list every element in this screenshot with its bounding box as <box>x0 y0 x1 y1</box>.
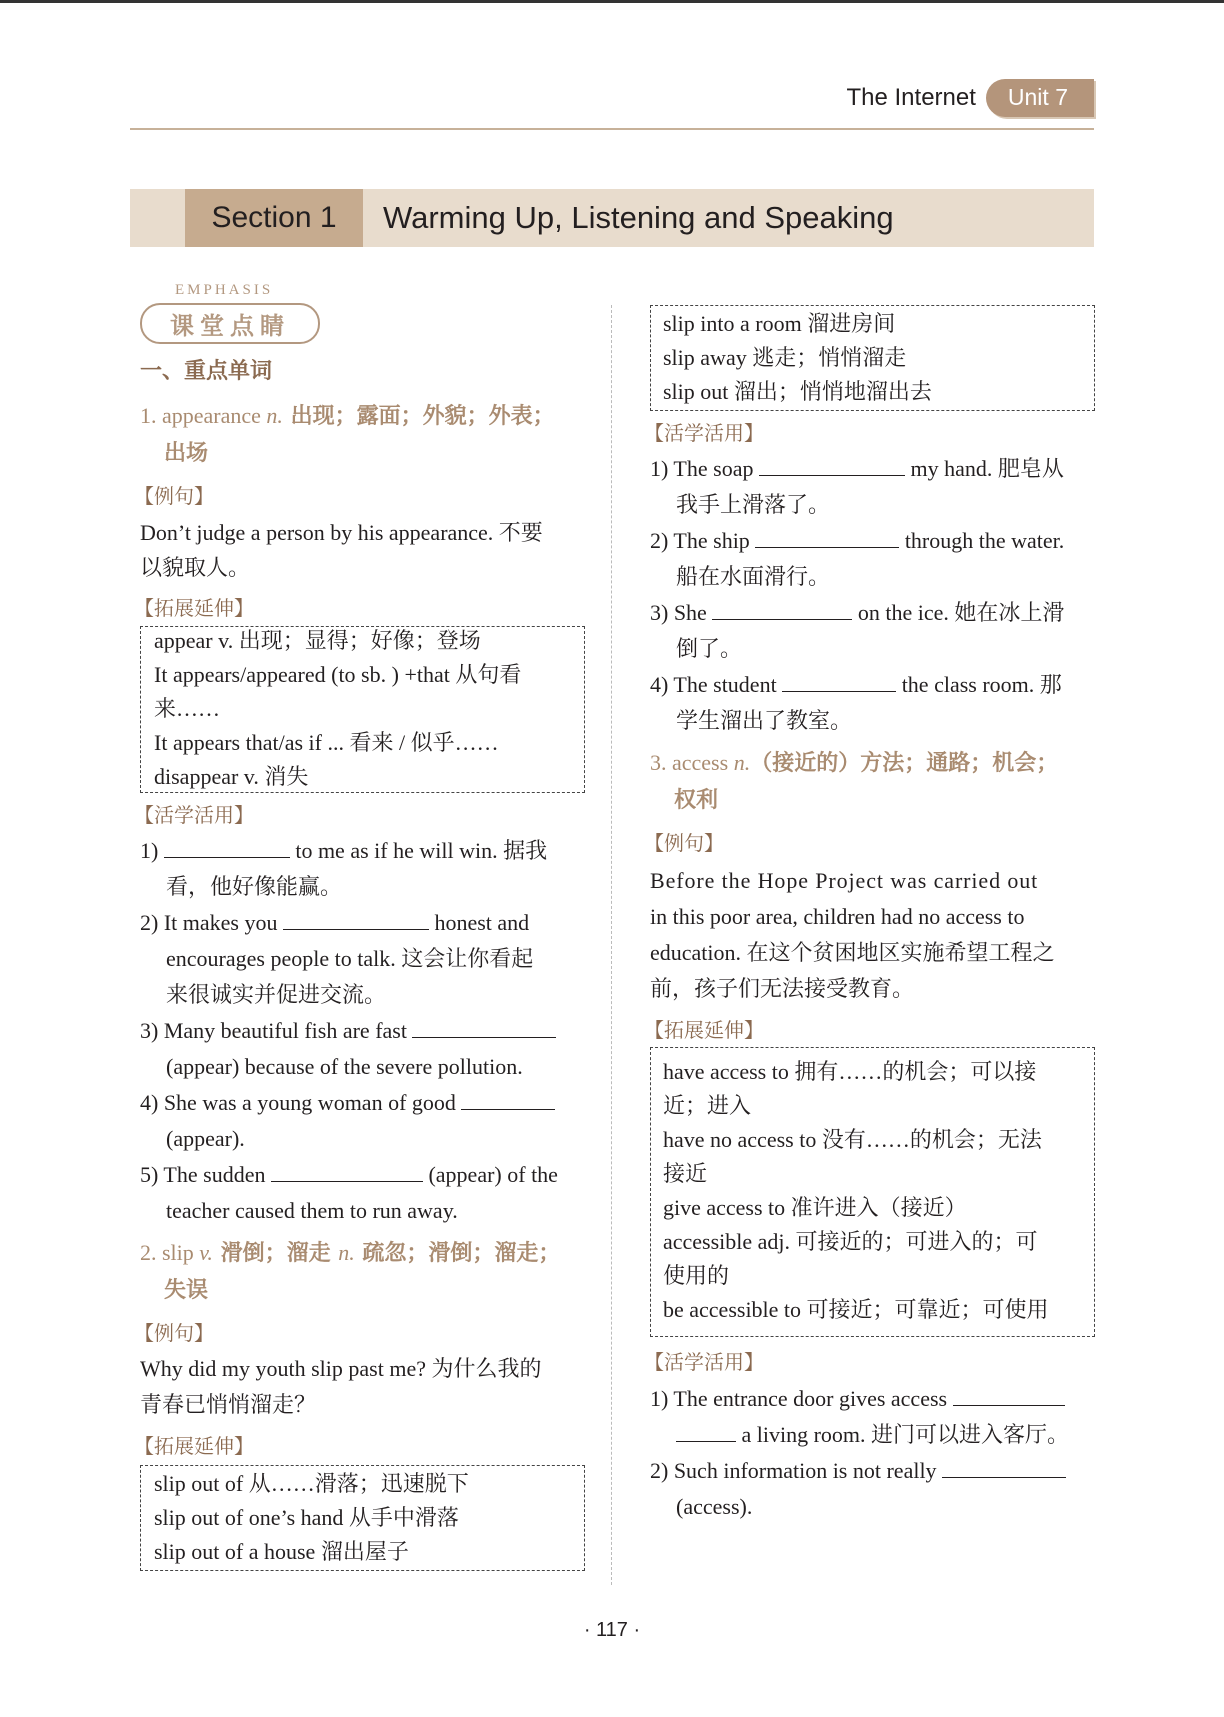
answer-blank[interactable] <box>283 907 429 930</box>
word1-extend-line: disappear v. 消失 <box>154 764 309 789</box>
word1-extend-line: appear v. 出现；显得；好像；登场 <box>154 628 481 653</box>
word1-example-tag: 【例句】 <box>134 484 214 508</box>
word3-practice-line: 2) Such information is not really <box>650 1454 1066 1488</box>
word3-practice-tag: 【活学活用】 <box>644 1350 764 1374</box>
word3-extend-line: have access to 拥有……的机会；可以接 <box>663 1059 1037 1084</box>
word2-practice-line: 1) The soap my hand. 肥皂从 <box>650 452 1064 486</box>
word3-example-line: education. 在这个贫困地区实施希望工程之 <box>650 940 1055 965</box>
answer-blank[interactable] <box>953 1383 1065 1406</box>
word1-practice-line: 4) She was a young woman of good <box>140 1086 555 1120</box>
part-heading: 一、重点单词 <box>140 359 273 384</box>
word2-example-line1: Why did my youth slip past me? 为什么我的 <box>140 1356 542 1381</box>
word1-practice-line: 来很诚实并促进交流。 <box>166 982 387 1007</box>
word3-example-line: Before the Hope Project was carried out <box>650 868 1039 893</box>
word3-extend-line: accessible adj. 可接近的；可进入的；可 <box>663 1229 1038 1254</box>
word3-extend-line: 使用的 <box>663 1263 730 1288</box>
word2-practice-line: 我手上滑落了。 <box>676 492 831 517</box>
column-divider <box>611 305 612 1585</box>
word1-practice-tag: 【活学活用】 <box>134 803 254 827</box>
word2-extend-line: slip into a room 溜进房间 <box>663 311 896 336</box>
word3-example-tag: 【例句】 <box>644 831 724 855</box>
word3-practice-line: a living room. 进门可以进入客厅。 <box>676 1418 1069 1452</box>
word3-extend-line: 接近 <box>663 1161 708 1186</box>
word1-practice-line: 1) to me as if he will win. 据我 <box>140 834 547 868</box>
answer-blank[interactable] <box>942 1455 1066 1478</box>
word2-example-line2: 青春已悄悄溜走？ <box>140 1392 317 1417</box>
word1-extend-line: It appears/appeared (to sb. ) +that 从句看 <box>154 662 522 687</box>
word3-example-line: 前，孩子们无法接受教育。 <box>650 976 915 1001</box>
word1-extend-tag: 【拓展延伸】 <box>134 596 254 620</box>
word3-practice-line: 1) The entrance door gives access <box>650 1382 1065 1416</box>
answer-blank[interactable] <box>676 1419 736 1442</box>
word3-extend-tag: 【拓展延伸】 <box>644 1018 764 1042</box>
word1-term: 1. appearance <box>140 403 267 428</box>
word1-meaning-cont: 出场 <box>164 441 209 466</box>
answer-blank[interactable] <box>164 835 290 858</box>
word2-extend-line: slip out of 从……滑落；迅速脱下 <box>154 1471 469 1496</box>
word2-practice-line: 4) The student the class room. 那 <box>650 668 1062 702</box>
answer-blank[interactable] <box>271 1159 423 1182</box>
word3-practice-line: (access). <box>676 1494 753 1519</box>
word1-extend-line: 来…… <box>154 696 221 721</box>
word1-practice-line: (appear). <box>166 1126 245 1151</box>
word2-practice-line: 船在水面滑行。 <box>676 564 831 589</box>
word2-practice-line: 学生溜出了教室。 <box>676 708 853 733</box>
word3-heading: 3. access n.（接近的）方法；通路；机会； <box>650 750 1059 776</box>
word1-pos: n. <box>266 403 283 428</box>
word1-practice-line: teacher caused them to run away. <box>166 1198 458 1223</box>
word2-practice-line: 倒了。 <box>676 636 743 661</box>
word2-heading-cont: 失误 <box>164 1278 209 1303</box>
word2-extend-line: slip out of a house 溜出屋子 <box>154 1539 409 1564</box>
word1-heading <box>140 399 555 434</box>
word1-practice-line: 5) The sudden (appear) of the <box>140 1158 558 1192</box>
word3-example-line: in this poor area, children had no access to <box>650 904 1025 929</box>
section-number: Section 1 <box>185 189 363 247</box>
answer-blank[interactable] <box>461 1087 555 1110</box>
word3-heading-cont: 权利 <box>674 788 719 813</box>
word2-practice-tag: 【活学活用】 <box>644 421 764 445</box>
section-title: Warming Up, Listening and Speaking <box>383 200 894 235</box>
word1-meaning: 出现；露面；外貌；外表； <box>282 404 555 429</box>
word1-practice-line: encourages people to talk. 这会让你看起 <box>166 946 534 971</box>
word3-extend-line: 近；进入 <box>663 1093 752 1118</box>
word1-practice-line: (appear) because of the severe pollution. <box>166 1054 523 1079</box>
word1-heading-cont <box>164 436 208 471</box>
answer-blank[interactable] <box>782 669 896 692</box>
word2-example-tag: 【例句】 <box>134 1321 214 1345</box>
answer-blank[interactable] <box>759 453 905 476</box>
word3-extend-line: give access to 准许进入（接近） <box>663 1195 967 1220</box>
word3-extend-line: be accessible to 可接近；可靠近；可使用 <box>663 1297 1049 1322</box>
unit-badge: Unit 7 <box>986 79 1094 117</box>
word2-practice-line: 3) She on the ice. 她在冰上滑 <box>650 596 1064 630</box>
answer-blank[interactable] <box>755 525 899 548</box>
answer-blank[interactable] <box>412 1015 556 1038</box>
section-banner <box>130 189 1094 247</box>
word1-practice-line: 2) It makes you honest and <box>140 906 529 940</box>
word1-extend-line: It appears that/as if ... 看来 / 似乎…… <box>154 730 499 755</box>
word2-extend-line: slip out of one’s hand 从手中滑落 <box>154 1505 459 1530</box>
answer-blank[interactable] <box>712 597 852 620</box>
word2-practice-line: 2) The ship through the water. <box>650 524 1064 558</box>
word2-extend-line: slip out 溜出；悄悄地溜出去 <box>663 379 932 404</box>
emphasis-label-cn: 课堂点睛 <box>140 303 320 344</box>
word2-heading: 2. slip v. 滑倒；溜走 n. 疏忽；滑倒；溜走； <box>140 1240 561 1266</box>
running-header <box>846 78 1094 118</box>
word1-example-line1: Don’t judge a person by his appearance. 不要 <box>140 520 543 545</box>
word1-practice-line: 3) Many beautiful fish are fast <box>140 1014 556 1048</box>
word3-extend-line: have no access to 没有……的机会；无法 <box>663 1127 1042 1152</box>
page-number: · 117 · <box>583 1619 641 1641</box>
word1-example-line2: 以貌取人。 <box>140 555 251 580</box>
header-subject: The Internet <box>846 84 976 111</box>
word2-extend-tag: 【拓展延伸】 <box>134 1434 254 1458</box>
emphasis-label-en: EMPHASIS <box>175 282 274 298</box>
top-border-line <box>0 0 1224 3</box>
header-rule <box>130 128 1094 130</box>
word2-extend-line: slip away 逃走；悄悄溜走 <box>663 345 907 370</box>
word1-practice-line: 看，他好像能赢。 <box>166 874 343 899</box>
